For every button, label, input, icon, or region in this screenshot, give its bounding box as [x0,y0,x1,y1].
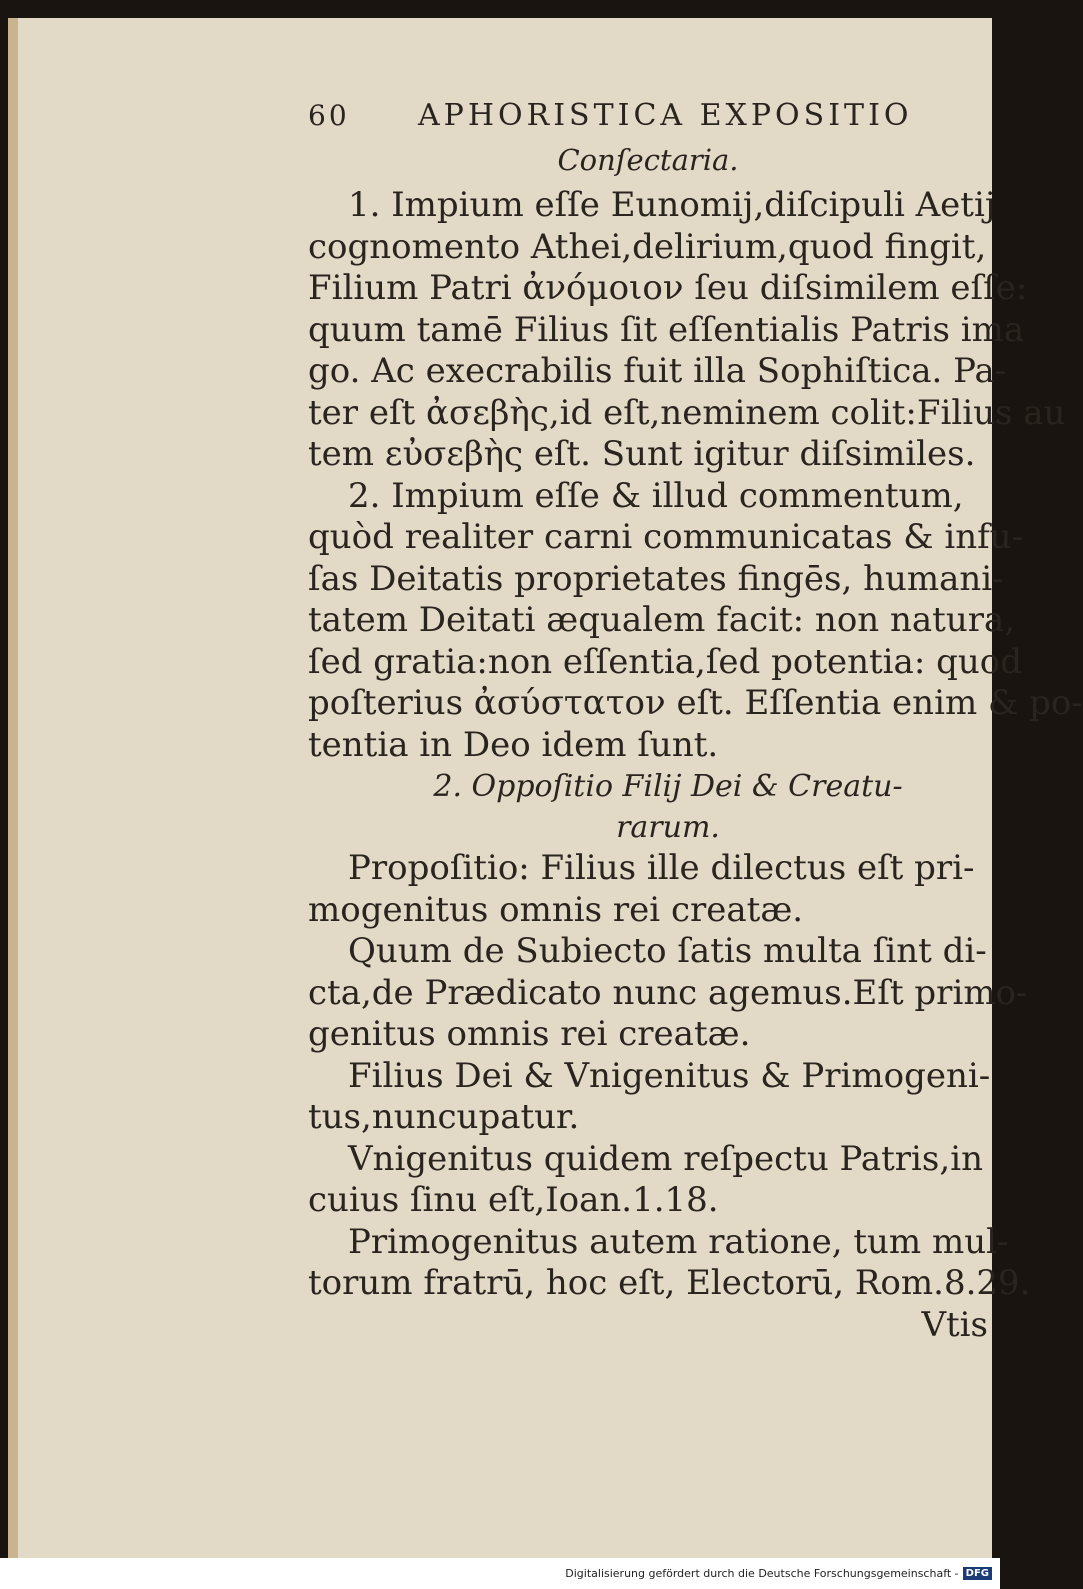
footer-text: Digitalisierung gefördert durch die Deutsche Forschungsgemeinschaft - [565,1567,959,1580]
text-line: quum tamē Filius ſit eſſentialis Patris ima [308,309,1025,350]
digitization-footer [0,1558,1000,1589]
text-line: cognomento Athei,delirium,quod fingit, [308,226,987,267]
text-line: mogenitus omnis rei creatæ. [308,889,804,930]
text-block-2 [308,848,1031,1305]
text-line: ſed gratia:non eſſentia,ſed potentia: quod [308,641,1022,682]
subheading: Conſectaria. [557,143,739,177]
dfg-logo: DFG [963,1567,992,1580]
text-line: torum fratrū, hoc eſt, Electorū, Rom.8.29. [308,1263,1031,1303]
text-line: tentia in Deo idem ſunt. [308,724,719,765]
text-line: poſterius ἀσύστατον eſt. Eſſentia enim & po- [308,683,1083,723]
page-header [308,98,988,133]
text-line: go. Ac execrabilis fuit illa Sophiſtica. Pa- [308,351,1007,391]
text-line: 2. Impium eſſe & illud commentum, [348,475,964,516]
catchword: Vtis [921,1304,988,1345]
section-title-line-1: 2. Oppoſitio Filij Dei & Creatu- [433,769,903,804]
text-line: Propoſitio: Filius ille dilectus eſt pri- [348,848,975,888]
text-line: tem εὐσεβὴς eſt. Sunt igitur diſsimiles. [308,434,976,474]
section-title-line-2: rarum. [616,810,720,845]
text-line: ſas Deitatis proprietates fingēs, humani- [308,558,1004,599]
page-text [308,98,1083,1346]
text-line: 1. Impium eſſe Eunomij,diſcipuli Aetij [348,185,996,225]
text-line: cta,de Prædicato nunc agemus.Eſt primo- [308,972,1028,1013]
text-line: cuius ſinu eſt,Ioan.1.18. [308,1180,719,1220]
text-line: Quum de Subiecto ſatis multa ſint di- [348,931,987,971]
running-title: APHORISTICA EXPOSITIO [418,98,913,133]
text-line: Filium Patri ἀνόμοιον ſeu diſsimilem eſſe: [308,268,1028,308]
text-block-1 [308,185,1083,766]
text-line: tatem Deitati æqualem facit: non natura, [308,600,1016,640]
page-number: 60 [308,99,350,132]
text-line: genitus omnis rei creatæ. [308,1014,751,1054]
text-line: ter eſt ἀσεβὴς,id eſt,neminem colit:Filius au [308,392,1066,433]
book-page [8,18,1083,1558]
text-line: Filius Dei & Vnigenitus & Primogeni- [348,1055,991,1096]
text-line: tus,nuncupatur. [308,1097,580,1137]
text-line: Vnigenitus quidem reſpectu Patris,in [348,1138,983,1179]
text-line: quòd realiter carni communicatas & infu- [308,517,1024,557]
text-line: Primogenitus autem ratione, tum mul- [348,1221,1009,1262]
